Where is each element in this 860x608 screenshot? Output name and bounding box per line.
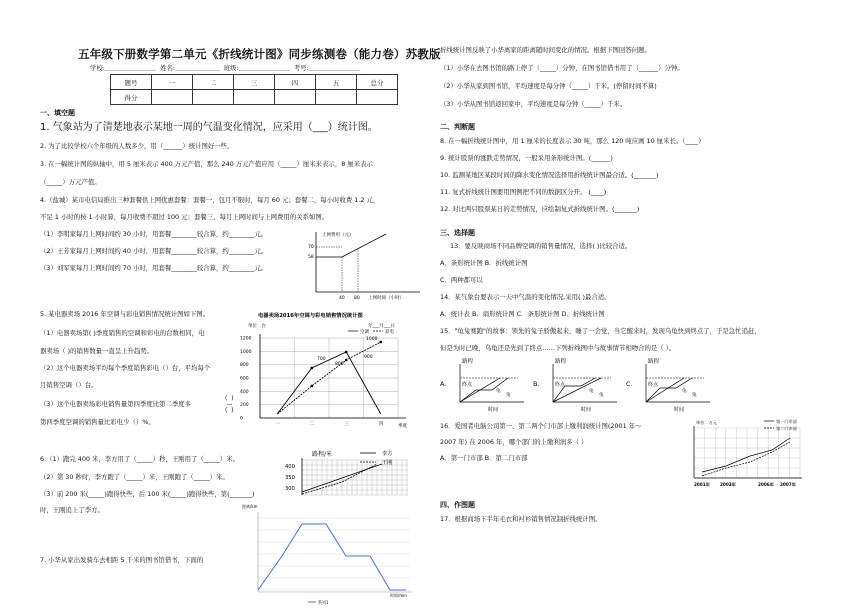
q5-data-label: 800 [335,362,344,367]
mini-rabbit-label: 兔 [506,393,511,398]
question-5-2-cont: 月销售空调（）台。 [40,381,98,389]
section-title: 四、作图题 [440,501,475,509]
q4-ylabel: 上网费用（元） [322,233,354,238]
score-header-cell: 总分 [357,75,398,90]
q5-ytick: 1200 [240,336,252,342]
q5-ytick: 0 [240,416,243,422]
sales-chart [238,310,420,430]
question-17: 17．根据商场下半年毛衣和衬衫销售情况制折线统计图。 [440,515,602,523]
question-16: 16．爱国者电脑公司第一、第二两个门市部上缴利润统计图(2001 年～ [440,422,642,430]
mini-finish-label: 终点 [555,382,566,388]
q5-xlabel: 季度 [398,424,407,429]
score-cell[interactable] [357,90,398,105]
q5-date: 年___月___日 [368,324,395,329]
mini-turtle-label: 龟 [682,389,687,394]
question-5: 5. 某电器卖场 2016 年空调与彩电销售情况统计图如下图。 [40,310,210,318]
q16-unit: 单位：万元 [696,420,717,425]
student-info-line: 学校:＿＿＿＿＿＿＿＿ 姓名:＿＿＿＿＿＿＿ 班级:＿＿＿＿＿＿＿＿ 考号:＿＿＿＿＿＿＿＿ [90,64,360,72]
score-header-cell: 一 [152,75,193,90]
distance-chart [240,498,420,608]
question-6: 6.（1）跑完 400 米，李方用了（_____）秒，王刚用了（_____）米。 [40,455,239,463]
q5-data-label: 700 [317,357,326,362]
question-7-1: （1）小华在去图书馆的路上停了（_____）分钟，在图书馆借书用了（______）分钟。 [440,64,684,72]
q5-point [380,341,382,343]
q5-point [311,367,313,369]
option-a-chart[interactable] [448,356,528,414]
mini-ylabel: 路程 [462,359,474,365]
question-4-2: （2）王芳家每月上网时间约 40 小时，用套餐________较合算，约________元。 [40,247,268,255]
mini-rabbit-label: 兔 [599,393,604,398]
running-chart [282,448,410,496]
q5-xtick: 二 [309,422,315,427]
question-5-2: （2）这个电器卖场平均每个季度销售彩电（）台，平均每个 [40,364,211,372]
q4-xtick: 80 [354,296,360,300]
score-cell[interactable] [152,90,193,105]
question-7-cont: 折线统计图反映了小华离家的距离随时间变化的情况。根据下图回答问题。 [440,46,651,54]
option-b-label[interactable]: B. [533,380,540,388]
question-10: 10. 监测某地区某段时间的降水变化情况选择用折线统计图最合适。(_______) [440,171,659,179]
mini-xlabel: 时间 [488,407,499,413]
q5-ytick: 1000 [240,349,252,355]
question-1: 1. 气象站为了清楚地表示某地一周的气温变化情况，应采用（___）统计图。 [40,122,378,133]
score-header-cell: 五 [316,75,357,90]
score-header-cell: 四 [275,75,316,90]
question-14: 14．某气象台要表示一天中气温的变化情况,采用( )最合适。 [440,293,611,301]
q16-xtick: 2001年 [694,482,710,487]
question-6-3-cont: 时，王刚追上了李方。 [40,506,104,514]
q7-xlabel: 时间/min [390,593,407,598]
question-4-3: （3）刘军家每月上网时间约 70 小时，用套餐________较合算，约________元。 [40,264,268,272]
q5-xtick: 一 [275,422,280,427]
q4-xtick: 40 [339,296,345,300]
section-title: 二、判断题 [440,123,475,131]
q5-legend-ac: 空调 [360,330,369,335]
q16-xtick: 2007年 [780,482,796,487]
q16-xtick: 2006年 [758,482,774,487]
q6-legend-wang: 王刚 [382,460,393,466]
profit-chart [680,416,810,490]
mini-ylabel: 路程 [648,359,660,365]
q5-ytick: 400 [240,389,249,395]
question-3: 3. 在一幅统计图的纵轴中，用 5 厘米表示 400 万元产值，那么 240 万元产值应用（_____）厘米来表示，8 厘米表示 [40,160,373,168]
score-header-cell: 题号 [111,75,152,90]
question-5-3-cont: 第四季度空调的销售量比彩电少（）%。 [40,418,155,426]
q6-ytick: 350 [285,475,295,481]
option-a-label[interactable]: A. [440,380,447,388]
q4-xlabel: 上网时间（小时） [368,296,404,300]
question-15: 15．"龟兔赛跑"的故事：领先的兔子骄傲起来，睡了一会觉，当它醒来时，发现乌龟快到终点了，于是急忙追赶， [440,327,761,335]
question-13: 13．要反映商场不同品牌空调的销售量情况，选择( )比较合适。 [450,242,632,250]
score-header-cell: 三 [234,75,275,90]
q6-ytick: 300 [285,486,295,492]
question-9: 9. 统计股票的涨跌走势情况，一般采用条形统计图。(______) [440,154,613,162]
q6-ytick: 400 [285,464,295,470]
internet-fee-chart [308,228,428,300]
option-c-label[interactable]: C. [626,380,633,388]
mini-rabbit-label: 兔 [692,393,697,398]
score-table [110,74,398,105]
q5-data-label: 900 [364,355,373,360]
q4-ytick: 70 [308,245,314,250]
section-title: 三、选择题 [440,229,475,237]
q6-legend-li: 李方 [382,451,393,457]
mini-turtle-label: 龟 [589,389,594,394]
question-13-option-c: C．两种都可以 [440,276,483,284]
question-16-cont: 2007 年) 在 2006 年，哪个部门的上缴利润多（ ） [440,438,588,446]
q16-legend-1: 第一门市部 [776,419,797,424]
mini-ylabel: 路程 [555,359,567,365]
q7-ylabel: 距离/km [242,504,258,509]
score-cell[interactable] [193,90,234,105]
mini-turtle-label: 龟 [496,389,501,394]
question-6-3: （3）前 200 米(_____)跑得快些，后 100 米(_____)跑得快些，第(_______) [40,490,255,498]
question-5-3: （3）这个电器卖场彩电销售量第四季度比第二季度多 [40,400,192,408]
score-cell[interactable] [234,90,275,105]
question-14-options: A．统计表 B．扇形统计图 C．条形统计图 D．折线统计图 [440,310,605,318]
question-6-2: （2）第 30 秒时，李方跑了（_____）米，王刚跑了（_____）米。 [40,473,229,481]
section-title: 一、填空题 [40,109,75,117]
question-4: 4.（盐城）某市电信局推出三种套餐供上网优惠套餐：套餐一，包月不限时，每月 60 元；套餐二，每小时收费 1.2 元， [40,196,380,204]
question-12: 12. 对比两只股票某日的走势情况，应绘制复式折线统计图。(_______) [440,205,640,213]
question-7-3: （3）小华从图书馆返回家中，平均速度是每分钟（_____）千米。 [440,100,627,108]
q5-point [311,385,313,387]
q6-ylabel: 路程/米 [312,451,333,458]
question-7-2: （2）小华从家到图书馆，平均速度是每分钟（_____）千米。(停留时间不算) [440,82,657,90]
fraction-blank[interactable]: ( ) — ( ) [225,395,234,414]
q5-xtick: 三 [344,422,349,427]
score-label-cell: 得分 [111,90,152,105]
q5-data-label: 1000 [366,337,378,342]
q5-legend-tv: 彩电 [385,330,394,335]
score-cell[interactable] [275,90,316,105]
q5-xtick: 四 [378,422,384,427]
mini-finish-label: 终点 [648,382,659,388]
q7-legend: 系列1 [318,600,329,605]
q7-series-line [258,524,406,590]
q5-title: 电器卖场2016年空调与彩电销售情况统计图 [258,313,363,319]
score-header-cell: 二 [193,75,234,90]
mini-xlabel: 时间 [674,407,685,413]
q5-unit: 单位：台 [248,324,266,329]
question-5-1-cont: 器卖场（ )的销售数量一直呈上升趋势。 [40,347,154,355]
question-5-1: （1）电器卖场第( )季度销售的空调和彩电的台数相同，电 [40,329,205,337]
option-b-chart[interactable] [541,356,621,414]
score-cell[interactable] [316,90,357,105]
page-title: 五年级下册数学第二单元《折线统计图》同步练测卷（能力卷）苏教版 [78,47,441,61]
question-2: 2. 为了比较学校六个年级的人数多少，用（______）统计图好一些。 [40,142,234,150]
q5-ytick: 800 [240,363,249,369]
mini-finish-label: 终点 [462,382,473,388]
q5-point [345,359,347,361]
q5-point [345,351,347,353]
question-4-1: （1）李明家每月上网时间约 30 小时，用套餐________较合算，约________元。 [40,230,268,238]
q5-ytick: 600 [240,376,249,382]
question-4-cont: 不足 1 小时的按 1 小时算，每月收费不超过 100 元；套餐三，每月上网时间与上网费用的关系如图。 [40,213,329,221]
q4-ytick: 58 [308,255,314,260]
question-3-cont: （_____）万元产值。 [40,178,101,186]
question-8: 8. 在一幅折线统计图中，用 1 厘米的长度表示 30 吨，那么 120 吨应画 10 厘米长。（____） [440,137,705,145]
q16-legend-2: 第二门市部 [776,426,797,431]
q5-ytick: 200 [240,403,249,409]
question-7: 7. 小华从家出发骑车去相距 5 千米的图书馆借书，下面的 [40,556,204,564]
q16-xtick: 2003年 [720,482,736,487]
question-11: 11. 复式折线统计图要用图例把不同的数据区分开。 (____) [440,188,607,196]
question-16-options: A．第一门市部 B．第二门市部 [440,454,528,462]
question-15-cont: 但是为时已晚，乌龟还是先到了终点……下列折线图中与故事情节相吻合的是（ ）。 [440,344,676,352]
option-c-chart[interactable] [634,356,714,414]
question-13-options: A．条形统计图 B．折线统计图 [440,259,528,267]
mini-xlabel: 时间 [581,407,592,413]
